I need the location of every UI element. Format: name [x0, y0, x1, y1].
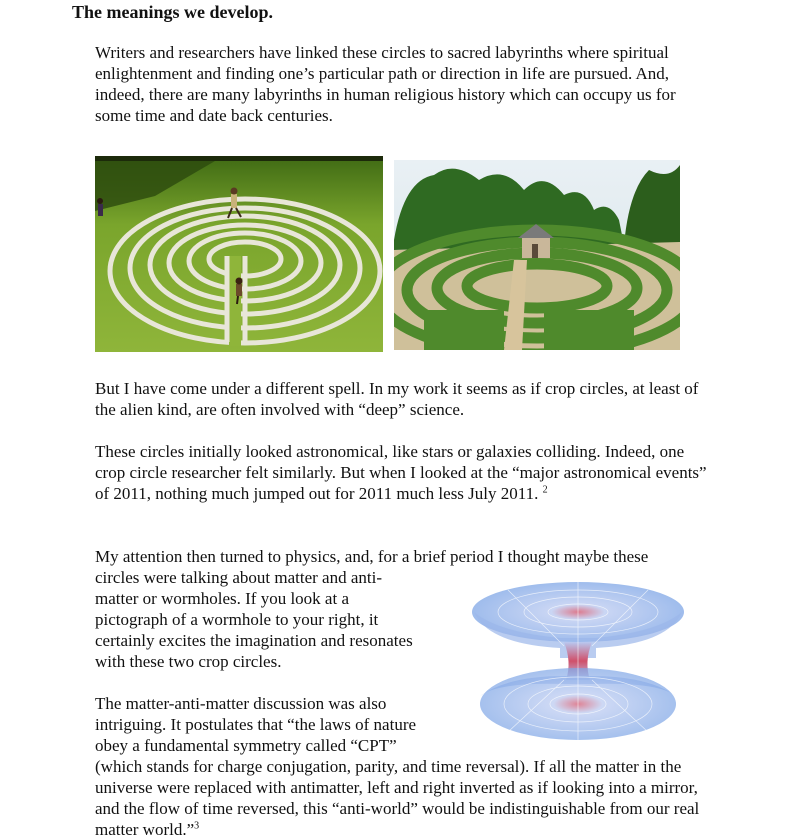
matter-line-3: obey a fundamental symmetry called “CPT” — [95, 736, 397, 755]
paragraph-astronomical — [95, 441, 707, 504]
physics-line-1: My attention then turned to physics, and, for a brief period I thought maybe these — [95, 547, 649, 566]
matter-line-1: The matter-anti-matter discussion was also — [95, 694, 387, 713]
footnote-ref-3: 3 — [194, 820, 200, 832]
physics-line-5: certainly excites the imagination and resonates — [95, 631, 413, 650]
matter-line-2: intriguing. It postulates that “the laws of nature — [95, 715, 417, 734]
section-heading: The meanings we develop. — [72, 2, 274, 22]
physics-line-4: pictograph of a wormhole to your right, it — [95, 610, 379, 629]
paragraph-labyrinths: Writers and researchers have linked these circles to sacred labyrinths where spiritual enlightenment and finding one’s particular path or direction in life are pursued. And, indeed, there are many labyrinths in human religious history which can occupy us for some time and date back centuries. — [95, 43, 676, 125]
physics-line-3: matter or wormholes. If you look at a — [95, 589, 349, 608]
hedge-maze-photo — [394, 160, 680, 350]
paragraph-astronomical-text: These circles initially looked astronomical, like stars or galaxies colliding. Indeed, one crop circle researcher felt similarly. But when I looked at the “major astronomical events” of 2011, nothing much jumped out for 2011 much less July 2011. — [95, 442, 707, 503]
matter-rest: (which stands for charge conjugation, parity, and time reversal). If all the matter in the universe were replaced with antimatter, left and right inverted as if looking into a mirror, and the flow of time reversed, this “anti-world” would be indistinguishable from our real matter world.” — [95, 757, 700, 839]
grass-labyrinth-photo — [95, 156, 383, 352]
physics-line-2: circles were talking about matter and anti- — [95, 568, 382, 587]
physics-line-6: with these two crop circles. — [95, 652, 282, 671]
paragraph-different-spell: But I have come under a different spell. In my work it seems as if crop circles, at least of the alien kind, are often involved with “deep” science. — [95, 379, 699, 419]
paragraph-matter-antimatter — [95, 693, 715, 840]
footnote-ref-2: 2 — [542, 484, 548, 496]
